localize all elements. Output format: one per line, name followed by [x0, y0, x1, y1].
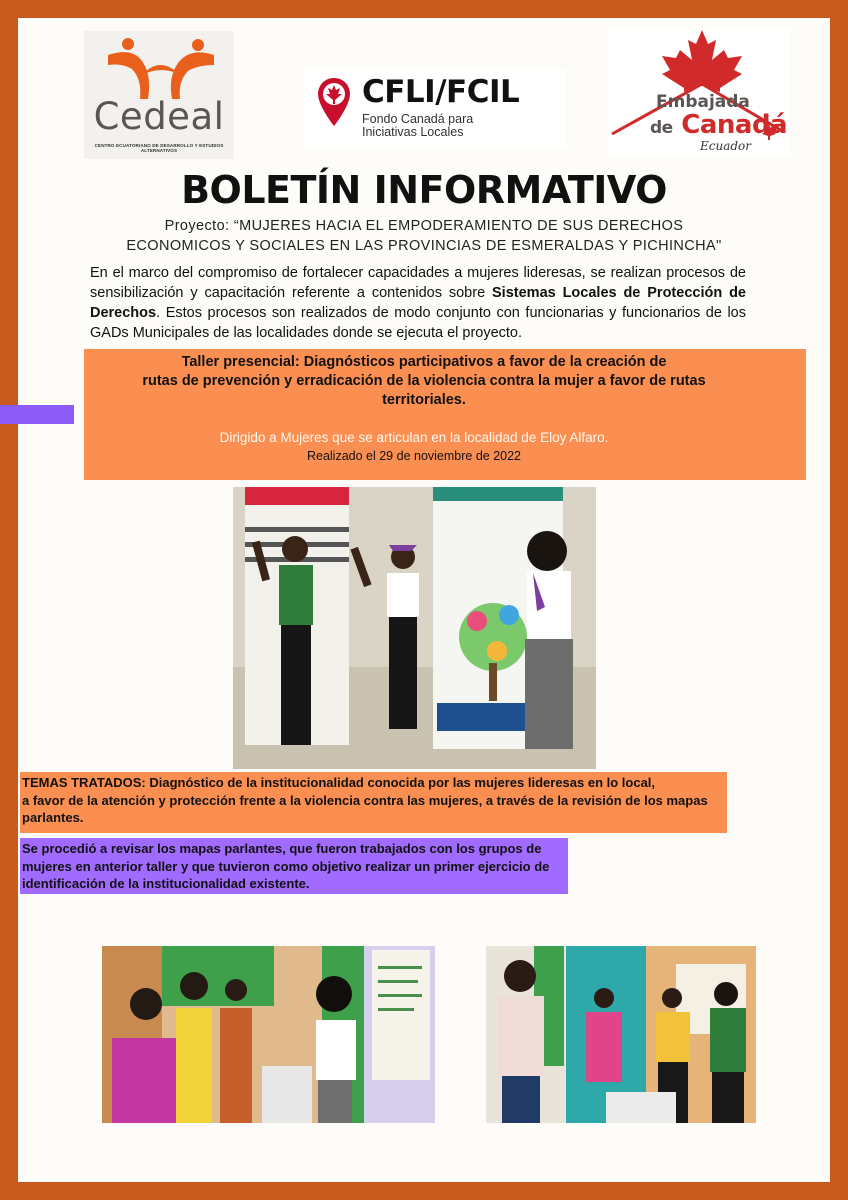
topics-box	[20, 772, 727, 833]
discussion-photo-illustration	[486, 946, 756, 1123]
intro-paragraph	[90, 263, 746, 343]
workshop-title	[104, 353, 744, 410]
cedeal-wordmark: Cedeal	[93, 95, 225, 138]
workshop-audience: Dirigido a Mujeres que se articulan en la localidad de Eloy Alfaro.	[219, 430, 609, 445]
project-line-2: ECONOMICOS Y SOCIALES EN LAS PROVINCIAS DE ESMERALDAS Y PICHINCHA"	[126, 238, 722, 254]
project-name	[18, 216, 830, 256]
page-title: BOLETÍN INFORMATIVO	[181, 168, 667, 212]
workshop-title-line-1: Taller presencial: Diagnósticos participativos a favor de la creación de	[181, 354, 667, 370]
cedeal-logo	[84, 31, 234, 159]
embassy-line-1: Embajada	[656, 92, 750, 112]
workshop-title-line-2: rutas de prevención y erradicación de la violencia contra la mujer a favor de rutas	[142, 373, 706, 389]
embassy-country-name: Canadá	[681, 110, 788, 140]
workshop-box	[84, 349, 806, 480]
map-pin-maple-icon	[316, 76, 352, 128]
workshop-date: Realizado el 29 de noviembre de 2022	[306, 449, 522, 463]
workshop-title-line-3: territoriales.	[382, 392, 466, 408]
procedure-box	[20, 838, 568, 894]
workshop-photo-discussion	[486, 946, 756, 1123]
topics-line-2: a favor de la atención y protección frente a la violencia contra las mujeres, a través de la revisión de los mapas	[22, 792, 708, 808]
flipchart-photo-illustration	[102, 946, 435, 1123]
embassy-canada-logo	[608, 28, 790, 156]
embassy-ecuador: Ecuador	[700, 139, 752, 153]
topics-line-3: parlantes.	[22, 810, 84, 825]
intro-text-bold: Sistemas Locales de Protección de Derechos	[90, 285, 746, 321]
topics-line-1: TEMAS TRATADOS: Diagnóstico de la institucionalidad conocida por las mujeres lideresas en lo local,	[22, 775, 656, 790]
procedure-line-2: mujeres en anterior taller y que tuvieron como objetivo realizar un primer ejercicio de	[22, 858, 550, 874]
embassy-line-2	[650, 110, 787, 140]
project-line-1: Proyecto: “MUJERES HACIA EL EMPODERAMIENTO DE SUS DERECHOS	[164, 218, 684, 234]
purple-accent-bar	[0, 405, 74, 424]
newsletter-page	[18, 18, 830, 1182]
workshop-photo-flipchart	[102, 946, 435, 1123]
cedeal-figures-icon	[102, 35, 220, 103]
workshop-photo-group	[233, 487, 596, 769]
embassy-de: de	[650, 118, 673, 138]
cfli-subtitle-2: Iniciativas Locales	[362, 125, 464, 139]
intro-text-after: . Estos procesos son realizados de modo conjunto con funcionarias y funcionarios de los GADs Municipales de las localidades donde se ejecuta el proyecto.	[90, 305, 746, 341]
intro-text-before: En el marco del compromiso de fortalecer capacidades a mujeres lideresas, se realizan procesos de sensibilización y capacitación referente a contenidos sobre	[90, 265, 746, 301]
procedure-line-1: Se procedió a revisar los mapas parlantes, que fueron trabajados con los grupos de	[22, 841, 542, 856]
cfli-subtitle-1: Fondo Canadá para	[362, 112, 474, 126]
procedure-line-3: identificación de la institucionalidad existente.	[22, 876, 310, 891]
cfli-logo	[304, 70, 566, 148]
cfli-title: CFLI/FCIL	[362, 74, 520, 110]
group-photo-illustration	[233, 487, 596, 769]
cedeal-subtitle: CENTRO ECUATORIANO DE DESARROLLO Y ESTUDIOS ALTERNATIVOS	[94, 143, 224, 153]
